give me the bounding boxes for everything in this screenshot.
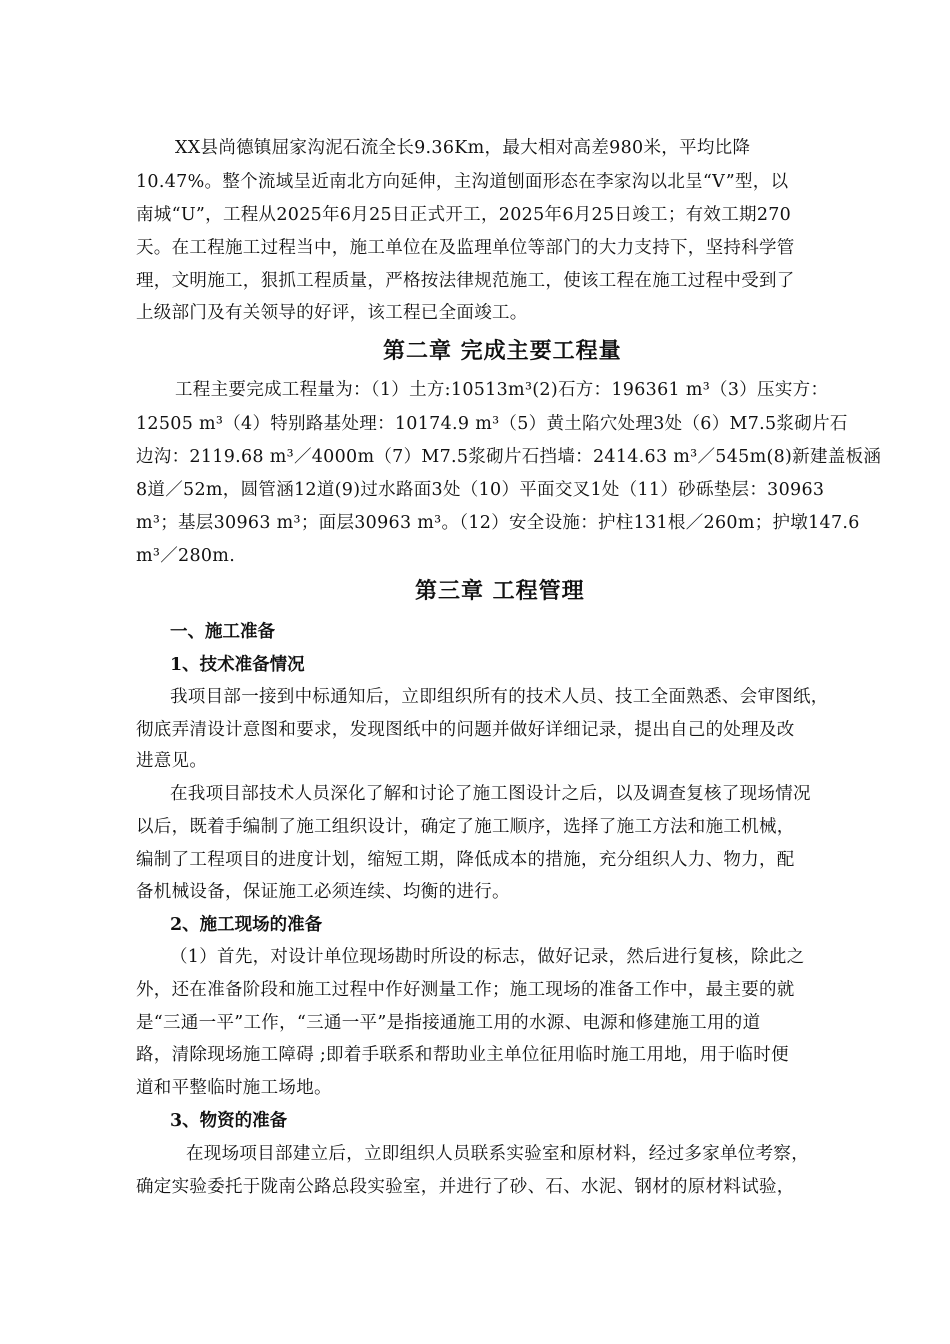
chapter2-line-2: 12505 m³（4）特别路基处理：10174.9 m³（5）黄土陷穴处理3处（6）M7.5浆砌片石 xyxy=(136,414,848,434)
intro-line-1: XX县尚德镇屈家沟泥石流全长9.36Km，最大相对高差980米，平均比降 xyxy=(175,138,751,158)
sub1-line-2: 彻底弄清设计意图和要求，发现图纸中的问题并做好详细记录，提出自己的处理及改 xyxy=(136,720,795,740)
subsection-heading-3: 3、物资的准备 xyxy=(170,1111,288,1131)
sub1-line-4: 在我项目部技术人员深化了解和讨论了施工图设计之后，以及调查复核了现场情况 xyxy=(170,784,811,804)
intro-line-3: 南城“U”，工程从2025年6月25日正式开工，2025年6月25日竣工；有效工期270 xyxy=(136,205,792,225)
intro-line-5: 理，文明施工，狠抓工程质量，严格按法律规范施工，使该工程在施工过程中受到了 xyxy=(136,271,795,291)
sub3-line-1: 在现场项目部建立后，立即组织人员联系实验室和原材料，经过多家单位考察， xyxy=(186,1144,809,1164)
sub1-line-7: 备机械设备，保证施工必须连续、均衡的进行。 xyxy=(136,882,510,902)
intro-line-4: 天。在工程施工过程当中，施工单位在及监理单位等部门的大力支持下，坚持科学管 xyxy=(136,238,795,258)
chapter2-line-4: 8道／52m，圆管涵12道(9)过水路面3处（10）平面交叉1处（11）砂砾垫层：30963 xyxy=(136,480,825,500)
chapter2-line-6: m³／280m. xyxy=(136,546,236,566)
sub1-line-1: 我项目部一接到中标通知后，立即组织所有的技术人员、技工全面熟悉、会审图纸， xyxy=(170,687,829,707)
intro-line-6: 上级部门及有关领导的好评，该工程已全面竣工。 xyxy=(136,303,528,323)
sub3-line-2: 确定实验委托于陇南公路总段实验室，并进行了砂、石、水泥、钢材的原材料试验， xyxy=(136,1177,795,1197)
subsection-heading-2: 2、施工现场的准备 xyxy=(170,915,323,935)
sub2-line-5: 道和平整临时施工场地。 xyxy=(136,1078,332,1098)
section-heading-1: 一、施工准备 xyxy=(170,622,275,642)
sub1-line-6: 编制了工程项目的进度计划，缩短工期，降低成本的措施，充分组织人力、物力，配 xyxy=(136,850,795,870)
sub2-line-1: （1）首先，对设计单位现场勘时所设的标志，做好记录，然后进行复核，除此之 xyxy=(170,947,805,967)
chapter2-line-3: 边沟：2119.68 m³／4000m（7）M7.5浆砌片石挡墙：2414.63 m³／545m(8)新建盖板涵 xyxy=(136,447,882,467)
intro-line-2: 10.47%。整个流域呈近南北方向延伸，主沟道刨面形态在李家沟以北呈“V”型，以 xyxy=(136,172,789,192)
sub2-line-2: 外，还在准备阶段和施工过程中作好测量工作；施工现场的准备工作中，最主要的就 xyxy=(136,980,795,1000)
chapter2-line-1: 工程主要完成工程量为：（1）土方:10513m³(2)石方：196361 m³（3）压实方： xyxy=(175,380,829,400)
chapter2-line-5: m³；基层30963 m³；面层30963 m³。（12）安全设施：护柱131根／260m；护墩147.6 xyxy=(136,513,860,533)
sub2-line-3: 是“三通一平”工作，“三通一平”是指接通施工用的水源、电源和修建施工用的道 xyxy=(136,1013,761,1033)
sub1-line-3: 进意见。 xyxy=(136,751,208,771)
chapter3-title: 第三章 工程管理 xyxy=(415,578,585,604)
subsection-heading-1: 1、技术准备情况 xyxy=(170,655,305,675)
chapter2-title: 第二章 完成主要工程量 xyxy=(383,338,622,364)
sub2-line-4: 路，清除现场施工障碍 ;即着手联系和帮助业主单位征用临时施工用地，用于临时便 xyxy=(136,1045,789,1065)
sub1-line-5: 以后，既着手编制了施工组织设计，确定了施工顺序，选择了施工方法和施工机械， xyxy=(136,817,795,837)
